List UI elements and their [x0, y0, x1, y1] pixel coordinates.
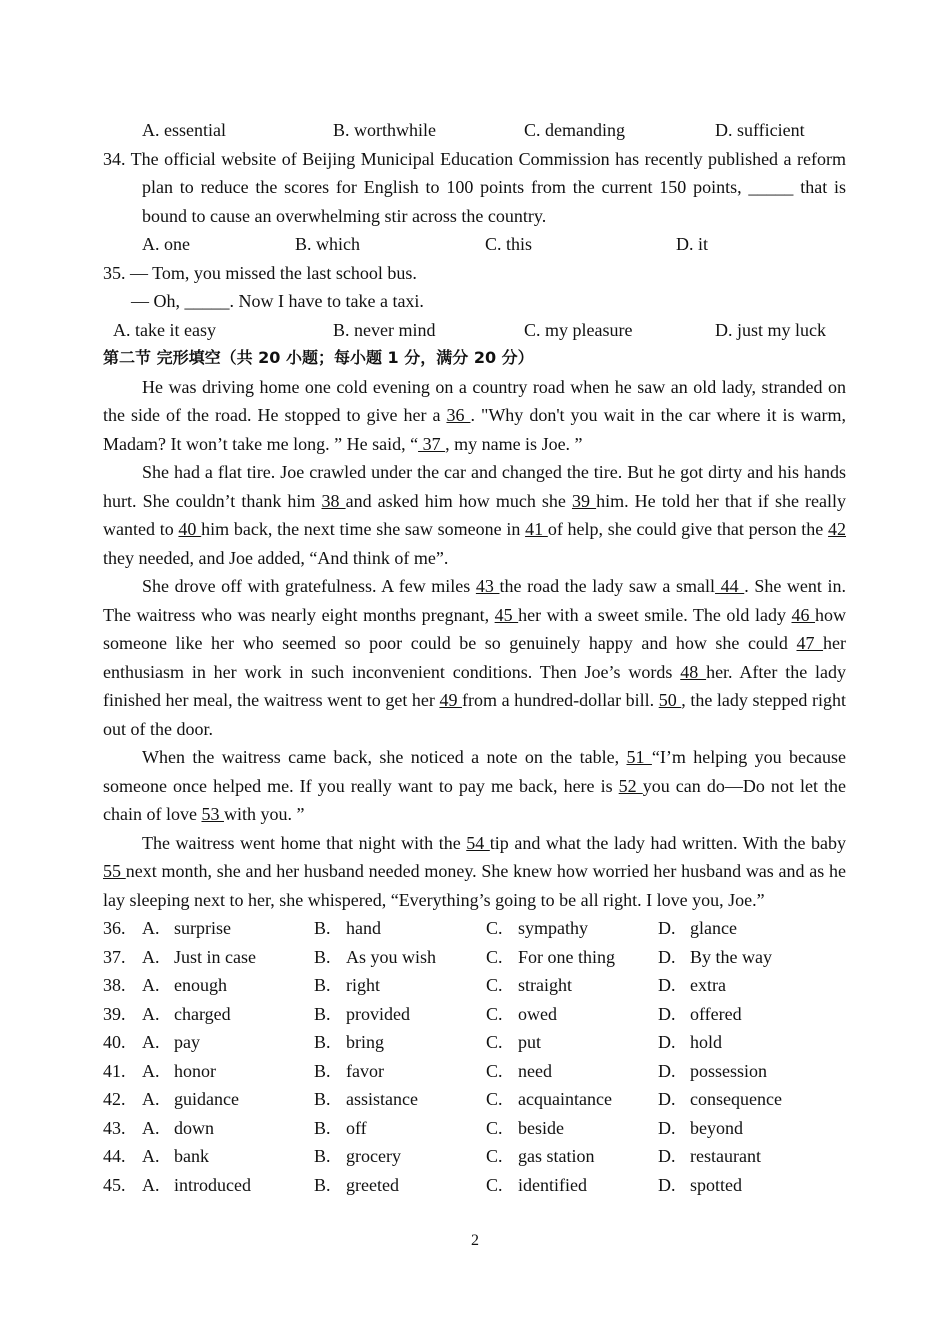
cloze-blank: 42: [828, 519, 847, 539]
option-d: consequence: [690, 1089, 782, 1109]
option-d: beyond: [690, 1117, 743, 1138]
choice-row: [103, 943, 846, 972]
q33-option-b: B. worthwhile: [333, 120, 436, 140]
cloze-blank: 51: [626, 747, 652, 767]
option-c: gas station: [518, 1146, 595, 1166]
passage-text: with you. ”: [223, 804, 305, 824]
option-letter: A.: [142, 975, 160, 995]
passage-text: . "Why don't you wait in the car where it is warm, Madam? It won’t take me long. ” He said, “: [103, 405, 847, 454]
option-letter: D.: [658, 1146, 676, 1166]
option-letter: C.: [486, 1032, 503, 1052]
option-letter: A.: [142, 946, 160, 967]
exam-page: [103, 116, 846, 1199]
option-a: guidance: [174, 1089, 239, 1109]
q33-option-d: D. sufficient: [715, 120, 805, 140]
q34-option-a: A. one: [142, 234, 190, 254]
option-letter: C.: [486, 946, 503, 967]
option-b: off: [346, 1117, 367, 1138]
option-a: pay: [174, 1032, 200, 1052]
option-b: favor: [346, 1060, 384, 1081]
cloze-blank: 52: [618, 775, 643, 796]
q35-option-a: A. take it easy: [113, 319, 216, 340]
option-letter: A.: [142, 1003, 160, 1024]
option-letter: D.: [658, 1117, 676, 1138]
option-letter: A.: [142, 1146, 160, 1166]
option-letter: B.: [314, 1032, 331, 1052]
question-number: 42.: [103, 1089, 126, 1109]
option-letter: B.: [314, 1089, 331, 1109]
question-number: 43.: [103, 1117, 126, 1138]
passage-text: and asked him how much she: [345, 490, 572, 511]
option-letter: C.: [486, 1117, 503, 1138]
option-a: enough: [174, 975, 227, 995]
q35-option-d: D. just my luck: [715, 319, 826, 340]
choice-row: [103, 1142, 846, 1171]
option-letter: B.: [314, 1146, 331, 1166]
option-letter: A.: [142, 1060, 160, 1081]
section-title: 第二节 完形填空（共 20 小题；每小题 1 分，满分 20 分）: [103, 348, 534, 367]
question-number: 37.: [103, 946, 126, 967]
option-letter: C.: [486, 1174, 503, 1195]
option-a: surprise: [174, 918, 231, 938]
option-letter: D.: [658, 918, 676, 938]
choice-row: [103, 1028, 846, 1057]
passage-paragraph-3: [103, 572, 846, 743]
option-d: offered: [690, 1003, 742, 1024]
option-c: beside: [518, 1117, 564, 1138]
option-d: restaurant: [690, 1146, 761, 1166]
cloze-blank: 48: [680, 661, 707, 682]
passage-text: the road the lady saw a small: [499, 576, 716, 596]
option-a: honor: [174, 1060, 216, 1081]
passage-text: . She went in. The waitress who was nearly eight months pregnant,: [103, 576, 847, 625]
cloze-blank: 43: [475, 576, 500, 596]
option-letter: D.: [658, 1089, 676, 1109]
q34-option-b: B. which: [295, 234, 360, 254]
question-number: 41.: [103, 1060, 126, 1081]
option-a: bank: [174, 1146, 209, 1166]
option-d: glance: [690, 918, 737, 938]
q34-option-d: D. it: [676, 234, 709, 254]
passage-text: “I’m helping you because someone once helped me. If you really want to pay me back, here is: [103, 747, 846, 796]
passage-text: you can do—Do not let the chain of love: [103, 775, 846, 824]
option-letter: C.: [486, 1089, 503, 1109]
q34-stem: 34. The official website of Beijing Municipal Education Commission has recently published a reform plan to reduce the scores for English to 100 points from the current 150 points, _____ that is bound to cause an overwhelming stir across the country.: [103, 148, 846, 226]
passage-text: When the waitress came back, she noticed a note on the table,: [142, 747, 627, 767]
question-number: 38.: [103, 975, 126, 995]
option-d: extra: [690, 975, 726, 995]
q33-options: [103, 116, 846, 145]
question-number: 44.: [103, 1146, 126, 1166]
option-d: possession: [690, 1060, 768, 1081]
option-letter: C.: [486, 1003, 503, 1024]
option-letter: A.: [142, 1117, 160, 1138]
option-letter: D.: [658, 1003, 676, 1024]
cloze-blank: 45: [494, 604, 519, 625]
passage-paragraph-5: [103, 829, 846, 915]
passage-paragraph-4: [103, 743, 846, 829]
choice-row: [103, 914, 846, 943]
option-b: assistance: [346, 1089, 418, 1109]
passage-text: , my name is Joe. ”: [445, 433, 583, 454]
option-letter: C.: [486, 975, 503, 995]
passage-paragraph-1: [103, 373, 846, 459]
cloze-blank: 54: [466, 832, 490, 853]
option-c: sympathy: [518, 918, 588, 938]
passage-text: they needed, and Joe added, “And think of me”.: [103, 547, 449, 568]
option-c: straight: [518, 975, 572, 995]
option-d: By the way: [690, 946, 772, 967]
passage-text: her. After the lady finished her meal, the waitress went to get her: [103, 661, 847, 710]
choice-row: [103, 1085, 846, 1114]
q34-options: [103, 230, 846, 259]
cloze-blank: 50: [658, 690, 682, 710]
option-letter: D.: [658, 975, 676, 995]
passage-text: her enthusiasm in her work in such inconvenient conditions. Then Joe’s words: [103, 633, 847, 682]
cloze-blank: 53: [201, 804, 224, 824]
option-letter: C.: [486, 1060, 503, 1081]
cloze-blank: 41: [525, 519, 548, 539]
question-number: 40.: [103, 1032, 126, 1052]
question-number: 45.: [103, 1174, 126, 1195]
option-letter: D.: [658, 1174, 676, 1195]
q35-option-b: B. never mind: [333, 319, 436, 340]
option-b: provided: [346, 1003, 410, 1024]
option-a: down: [174, 1117, 214, 1138]
passage-text: She had a flat tire. Joe crawled under the car and changed the tire. But he got dirty and his hands hurt. She couldn’t thank him: [103, 462, 846, 511]
option-b: As you wish: [346, 946, 437, 967]
option-b: right: [346, 975, 380, 995]
cloze-blank: 49: [439, 690, 463, 710]
cloze-blank: 46: [791, 604, 816, 625]
passage-text: He was driving home one cold evening on a country road when he saw an old lady, stranded on the side of the road. He stopped to give her a: [103, 376, 846, 425]
passage-paragraph-2: [103, 458, 846, 572]
option-letter: A.: [142, 1032, 160, 1052]
cloze-blank: 37: [418, 433, 446, 454]
q35-line1: 35. — Tom, you missed the last school bus.: [103, 262, 417, 283]
option-letter: B.: [314, 918, 331, 938]
option-a: charged: [174, 1003, 231, 1024]
option-letter: D.: [658, 1032, 676, 1052]
q35-option-c: C. my pleasure: [524, 319, 633, 340]
option-letter: D.: [658, 946, 676, 967]
option-c: need: [518, 1060, 552, 1081]
passage-text: of help, she could give that person the: [547, 519, 829, 539]
cloze-blank: 36: [446, 405, 471, 425]
option-c: For one thing: [518, 946, 615, 967]
question-number: 36.: [103, 918, 126, 938]
option-a: Just in case: [174, 946, 256, 967]
option-d: hold: [690, 1032, 723, 1052]
passage-text: him. He told her that if she really wanted to: [103, 490, 846, 539]
q34-option-c: C. this: [485, 234, 533, 254]
cloze-blank: 44: [715, 576, 745, 596]
option-d: spotted: [690, 1174, 742, 1195]
option-letter: B.: [314, 1060, 331, 1081]
cloze-blank: 47: [796, 633, 824, 653]
option-letter: C.: [486, 918, 503, 938]
passage-text: from a hundred-dollar bill.: [462, 690, 659, 710]
option-letter: A.: [142, 1174, 160, 1195]
option-a: introduced: [174, 1174, 251, 1195]
passage-text: She drove off with gratefulness. A few miles: [142, 576, 476, 596]
option-c: put: [518, 1032, 542, 1052]
option-b: grocery: [346, 1146, 401, 1166]
cloze-blank: 39: [571, 490, 597, 511]
cloze-blank: 40: [178, 519, 202, 539]
passage-text: next month, she and her husband needed money. She knew how worried her husband was and as he lay sleeping next to her, she whispered, “Everything’s going to be all right. I love you, Joe.”: [103, 861, 847, 910]
option-letter: B.: [314, 1174, 331, 1195]
option-letter: B.: [314, 1003, 331, 1024]
option-letter: B.: [314, 1117, 331, 1138]
option-b: bring: [346, 1032, 384, 1052]
q35-line2: — Oh, _____. Now I have to take a taxi.: [131, 291, 424, 311]
q35-options: [103, 316, 846, 345]
q33-option-c: C. demanding: [524, 120, 625, 140]
choice-row: [103, 971, 846, 1000]
passage-text: him back, the next time she saw someone in: [201, 519, 526, 539]
passage-text: how someone like her who seemed so poor could be so genuinely happy and how she could: [103, 604, 847, 653]
choice-row: [103, 1171, 846, 1200]
option-letter: B.: [314, 975, 331, 995]
cloze-blank: 38: [321, 490, 346, 511]
option-letter: D.: [658, 1060, 676, 1081]
passage-text: The waitress went home that night with the: [142, 832, 467, 853]
option-b: hand: [346, 918, 381, 938]
option-c: identified: [518, 1174, 587, 1195]
choice-row: [103, 1057, 846, 1086]
page-number: 2: [471, 1232, 479, 1249]
choices-list: [103, 914, 846, 1199]
option-letter: A.: [142, 918, 160, 938]
choice-row: [103, 1000, 846, 1029]
passage-text: her with a sweet smile. The old lady: [518, 604, 792, 625]
option-b: greeted: [346, 1174, 399, 1195]
choice-row: [103, 1114, 846, 1143]
option-letter: B.: [314, 946, 331, 967]
option-letter: A.: [142, 1089, 160, 1109]
q33-option-a: A. essential: [142, 120, 226, 140]
option-letter: C.: [486, 1146, 503, 1166]
cloze-blank: 55: [103, 861, 126, 881]
option-c: owed: [518, 1003, 557, 1024]
passage-text: tip and what the lady had written. With the baby: [489, 832, 847, 853]
question-number: 39.: [103, 1003, 126, 1024]
option-c: acquaintance: [518, 1089, 612, 1109]
passage-text: , the lady stepped right out of the door.: [103, 690, 846, 739]
